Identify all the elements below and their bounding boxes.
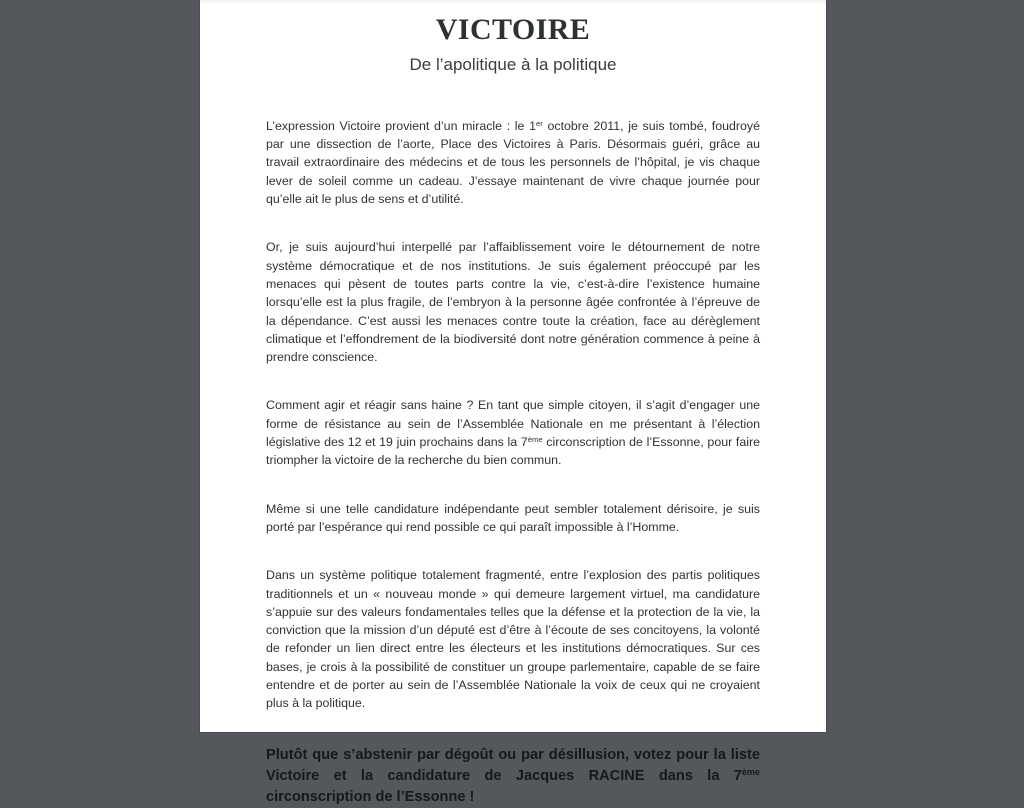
ordinal-suffix: er — [536, 118, 543, 128]
paragraph-p3 — [266, 396, 760, 469]
paragraph-text: Or, je suis aujourd’hui interpellé par l’affaiblissement voire le détournement de notre système démocratique et de nos institutions. Je suis également préoccupé par les menaces qui pèsent de toutes parts contre la vie, c’est-à-dire l’existence humaine lorsqu’elle est la plus fragile, de l’embryon à la personne âgée confrontée à l’épreuve de la dépendance. C’est aussi les menaces contre toute la création, face au dérèglement climatique et l’effondrement de la biodiversité dont notre génération commence à peine à prendre conscience. — [266, 240, 760, 365]
paragraph-text: circonscription de l’Essonne ! — [266, 788, 475, 805]
paragraph-p5 — [266, 566, 760, 712]
paragraph-p4 — [266, 500, 760, 537]
document-body — [266, 117, 760, 808]
document-page — [200, 0, 826, 805]
paragraph-text: octobre 2011, je suis tombé, foudroyé par une dissection de l’aorte, Place des Victoires à Paris. Désormais guéri, grâce au travail extraordinaire des médecins et de tous les personnels de l’hôpital, je vis chaque lever de soleil comme un cadeau. J’essaye maintenant de vivre chaque journée pour qu’elle ait le plus de sens et d’utilité. — [266, 118, 760, 207]
paragraph-text: Comment agir et réagir sans haine ? En tant que simple citoyen, il s’agit d’engager une forme de résistance au sein de l’Assemblée Nationale en me présentant à l’élection législative des 12 et 19 juin prochains dans la 7 — [266, 398, 760, 450]
page-content-area — [266, 0, 760, 805]
page-title: VICTOIRE — [435, 13, 591, 46]
paragraph-text: L’expression Victoire provient d’un miracle : le 1 — [266, 118, 536, 133]
paragraph-text: Même si une telle candidature indépendante peut sembler totalement dérisoire, je suis porté par l’espérance qui rend possible ce qui paraît impossible à l’Homme. — [266, 501, 760, 534]
paragraph-p1 — [266, 117, 760, 208]
ordinal-suffix: ème — [527, 434, 543, 444]
page-subtitle: De l’apolitique à la politique — [409, 54, 617, 74]
paragraph-p6 — [266, 745, 760, 808]
paragraph-text: Dans un système politique totalement fragmenté, entre l’explosion des partis politiques traditionnels et un « nouveau monde » qui demeure largement virtuel, ma candidature s’appuie sur des valeurs fondamentales telles que la défense et la protection de la vie, la conviction que la mission d’un député est d’être à l’écoute de ses concitoyens, la volonté de refonder un lien direct entre les électeurs et les institutions démocratiques. Sur ces bases, je crois à la possibilité de constituer un groupe parlementaire, capable de se faire entendre et de porter au sein de l’Assemblée Nationale la voix de ceux qui ne croyaient plus à la politique. — [266, 568, 760, 711]
paragraph-text: circonscription de l’Essonne, pour faire triompher la victoire de la recherche du bien commun. — [266, 435, 760, 468]
ordinal-suffix: ème — [741, 766, 760, 777]
paragraph-p2 — [266, 238, 760, 366]
paragraph-text: Plutôt que s’abstenir par dégoût ou par désillusion, votez pour la liste Victoire et la candidature de Jacques RACINE dans la 7 — [266, 746, 760, 784]
